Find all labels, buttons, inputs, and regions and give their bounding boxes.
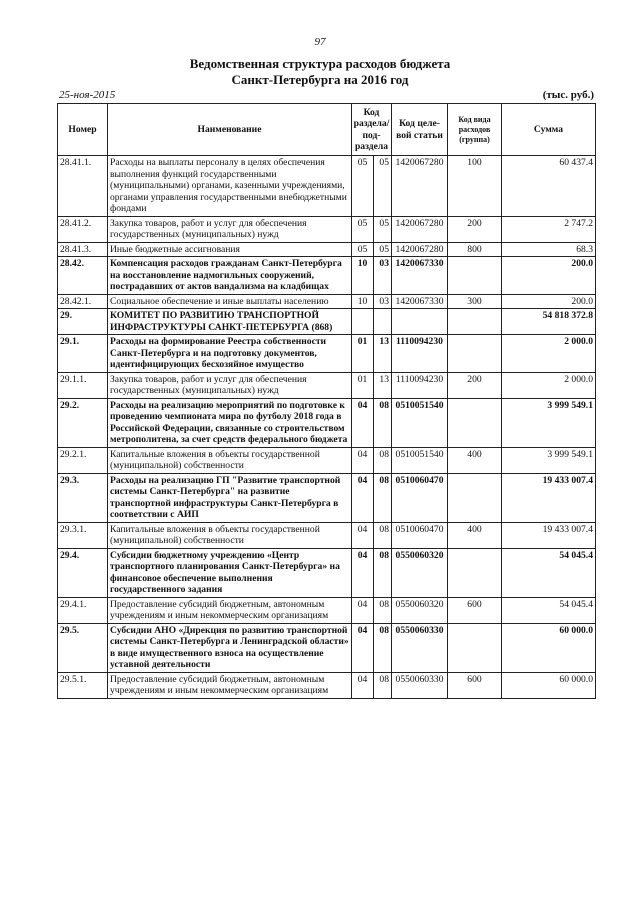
row-section: 05: [352, 216, 374, 242]
table-row: [58, 522, 596, 548]
row-target-code: 1110094230: [392, 335, 448, 373]
page-number: 97: [314, 36, 326, 48]
row-target-code: 1110094230: [392, 372, 448, 398]
row-target-code: 1420067330: [392, 257, 448, 295]
row-kind-code: 600: [448, 672, 502, 698]
table-row: [58, 242, 596, 257]
table-row: [58, 473, 596, 522]
header-section: Код раздела/ под- раздела: [352, 104, 392, 156]
row-target-code: 0510051540: [392, 398, 448, 447]
header-number: Номер: [58, 104, 108, 156]
row-subsection: 08: [374, 473, 392, 522]
row-sum: 54 818 372.8: [502, 309, 596, 335]
row-section: 05: [352, 242, 374, 257]
row-section: 04: [352, 623, 374, 672]
row-section: 04: [352, 597, 374, 623]
row-subsection: 05: [374, 216, 392, 242]
row-name: Расходы на реализацию ГП "Развитие транспортной системы Санкт-Петербурга" на развитие транспортной инфраструктуры Санкт-Петербурга в соответствии с АИП: [108, 473, 352, 522]
row-number: 29.2.1.: [58, 447, 108, 473]
table-row: [58, 447, 596, 473]
row-target-code: 1420067330: [392, 294, 448, 309]
row-kind-code: [448, 309, 502, 335]
row-kind-code: [448, 548, 502, 597]
row-name: Расходы на реализацию мероприятий по подготовке к проведению чемпионата мира по футболу 2018 года в Российской Федерации, связанные со строительством метрополитена, за счет средств федерального бюджета: [108, 398, 352, 447]
table-row: [58, 335, 596, 373]
table-row: [58, 623, 596, 672]
table-row: [58, 257, 596, 295]
header-sum: Сумма: [502, 104, 596, 156]
row-name: Субсидии АНО «Дирекция по развитию транспортной системы Санкт-Петербурга и Ленинградской области» в виде имущественного взноса на осуществление уставной деятельности: [108, 623, 352, 672]
table-row: [58, 216, 596, 242]
row-section: 04: [352, 473, 374, 522]
row-section: 05: [352, 156, 374, 217]
row-number: 28.42.: [58, 257, 108, 295]
table-row: [58, 672, 596, 698]
row-sum: 19 433 007.4: [502, 473, 596, 522]
row-name: Капитальные вложения в объекты государственной (муниципальной) собственности: [108, 447, 352, 473]
row-target-code: 1420067280: [392, 216, 448, 242]
row-number: 28.41.2.: [58, 216, 108, 242]
budget-table: [57, 103, 596, 699]
row-section: 04: [352, 548, 374, 597]
row-target-code: 0510060470: [392, 473, 448, 522]
row-kind-code: [448, 335, 502, 373]
row-name: Расходы на выплаты персоналу в целях обеспечения выполнения функций государственными (муниципальными) органами, казенными учреждениями, органами управления государственными внебюджетными фондами: [108, 156, 352, 217]
row-subsection: 08: [374, 597, 392, 623]
row-kind-code: [448, 257, 502, 295]
row-kind-code: [448, 623, 502, 672]
row-target-code: 0550060320: [392, 548, 448, 597]
row-sum: 19 433 007.4: [502, 522, 596, 548]
row-kind-code: 800: [448, 242, 502, 257]
row-sum: 2 000.0: [502, 335, 596, 373]
row-section: 04: [352, 447, 374, 473]
row-number: 29.3.1.: [58, 522, 108, 548]
row-sum: 54 045.4: [502, 548, 596, 597]
row-kind-code: 100: [448, 156, 502, 217]
row-subsection: [374, 309, 392, 335]
row-sum: 68.3: [502, 242, 596, 257]
document-title: [0, 56, 640, 88]
row-number: 29.4.1.: [58, 597, 108, 623]
row-number: 28.42.1.: [58, 294, 108, 309]
title-line-2: Санкт-Петербурга на 2016 год: [231, 72, 409, 87]
row-section: 01: [352, 335, 374, 373]
table-row: [58, 156, 596, 217]
report-date: 25-ноя-2015: [59, 89, 116, 101]
row-sum: 3 999 549.1: [502, 447, 596, 473]
row-sum: 60 000.0: [502, 672, 596, 698]
row-section: 10: [352, 294, 374, 309]
table-row: [58, 294, 596, 309]
row-subsection: 03: [374, 257, 392, 295]
row-target-code: 0510051540: [392, 447, 448, 473]
row-section: 04: [352, 672, 374, 698]
row-sum: 2 747.2: [502, 216, 596, 242]
row-name: Социальное обеспечение и иные выплаты населению: [108, 294, 352, 309]
row-subsection: 08: [374, 398, 392, 447]
row-name: Предоставление субсидий бюджетным, автономным учреждениям и иным некоммерческим организациям: [108, 597, 352, 623]
row-section: 01: [352, 372, 374, 398]
row-sum: 200.0: [502, 294, 596, 309]
row-target-code: 0550060330: [392, 672, 448, 698]
table-row: [58, 597, 596, 623]
row-kind-code: 200: [448, 216, 502, 242]
header-target: Код целе- вой статьи: [392, 104, 448, 156]
row-subsection: 08: [374, 548, 392, 597]
row-subsection: 03: [374, 294, 392, 309]
row-target-code: 0550060330: [392, 623, 448, 672]
row-sum: 60 437.4: [502, 156, 596, 217]
row-name: Капитальные вложения в объекты государственной (муниципальной) собственности: [108, 522, 352, 548]
row-name: Расходы на формирование Реестра собственности Санкт-Петербурга и на подготовку документов, идентифицирующих бесхозяйное имущество: [108, 335, 352, 373]
header-name: Наименование: [108, 104, 352, 156]
row-kind-code: [448, 398, 502, 447]
table-row: [58, 548, 596, 597]
row-sum: 200.0: [502, 257, 596, 295]
row-sum: 2 000.0: [502, 372, 596, 398]
row-number: 28.41.1.: [58, 156, 108, 217]
row-name: Закупка товаров, работ и услуг для обеспечения государственных (муниципальных) нужд: [108, 372, 352, 398]
title-line-1: Ведомственная структура расходов бюджета: [189, 56, 451, 71]
row-section: [352, 309, 374, 335]
row-name: Субсидии бюджетному учреждению «Центр транспортного планирования Санкт-Петербурга» на финансовое обеспечение выполнения государственного задания: [108, 548, 352, 597]
row-number: 29.5.1.: [58, 672, 108, 698]
row-target-code: 0550060320: [392, 597, 448, 623]
row-number: 29.1.: [58, 335, 108, 373]
row-number: 29.3.: [58, 473, 108, 522]
row-subsection: 13: [374, 335, 392, 373]
row-number: 29.1.1.: [58, 372, 108, 398]
row-subsection: 08: [374, 522, 392, 548]
row-kind-code: 200: [448, 372, 502, 398]
units-label: (тыс. руб.): [542, 89, 594, 101]
row-number: 29.2.: [58, 398, 108, 447]
row-target-code: 1420067280: [392, 242, 448, 257]
row-subsection: 13: [374, 372, 392, 398]
row-kind-code: 400: [448, 447, 502, 473]
row-name: Закупка товаров, работ и услуг для обеспечения государственных (муниципальных) нужд: [108, 216, 352, 242]
row-sum: 60 000.0: [502, 623, 596, 672]
table-body: [58, 156, 596, 699]
row-name: Предоставление субсидий бюджетным, автономным учреждениям и иным некоммерческим организациям: [108, 672, 352, 698]
row-section: 10: [352, 257, 374, 295]
row-section: 04: [352, 522, 374, 548]
table-row: [58, 398, 596, 447]
row-subsection: 08: [374, 672, 392, 698]
table-header-row: [58, 104, 596, 156]
row-name: Компенсация расходов гражданам Санкт-Петербурга на восстановление надмогильных сооружений, пострадавших от актов вандализма на кладбищах: [108, 257, 352, 295]
row-target-code: 0510060470: [392, 522, 448, 548]
row-subsection: 08: [374, 447, 392, 473]
row-subsection: 08: [374, 623, 392, 672]
row-kind-code: [448, 473, 502, 522]
row-subsection: 05: [374, 242, 392, 257]
header-kind: Код вида расходов (группа): [448, 104, 502, 156]
row-number: 28.41.3.: [58, 242, 108, 257]
row-number: 29.5.: [58, 623, 108, 672]
row-sum: 54 045.4: [502, 597, 596, 623]
table-row: [58, 372, 596, 398]
row-kind-code: 300: [448, 294, 502, 309]
row-number: 29.4.: [58, 548, 108, 597]
row-section: 04: [352, 398, 374, 447]
row-name: Иные бюджетные ассигнования: [108, 242, 352, 257]
row-subsection: 05: [374, 156, 392, 217]
row-target-code: 1420067280: [392, 156, 448, 217]
row-kind-code: 400: [448, 522, 502, 548]
row-kind-code: 600: [448, 597, 502, 623]
row-target-code: [392, 309, 448, 335]
row-name: КОМИТЕТ ПО РАЗВИТИЮ ТРАНСПОРТНОЙ ИНФРАСТРУКТУРЫ САНКТ-ПЕТЕРБУРГА (868): [108, 309, 352, 335]
table-row: [58, 309, 596, 335]
row-sum: 3 999 549.1: [502, 398, 596, 447]
row-number: 29.: [58, 309, 108, 335]
